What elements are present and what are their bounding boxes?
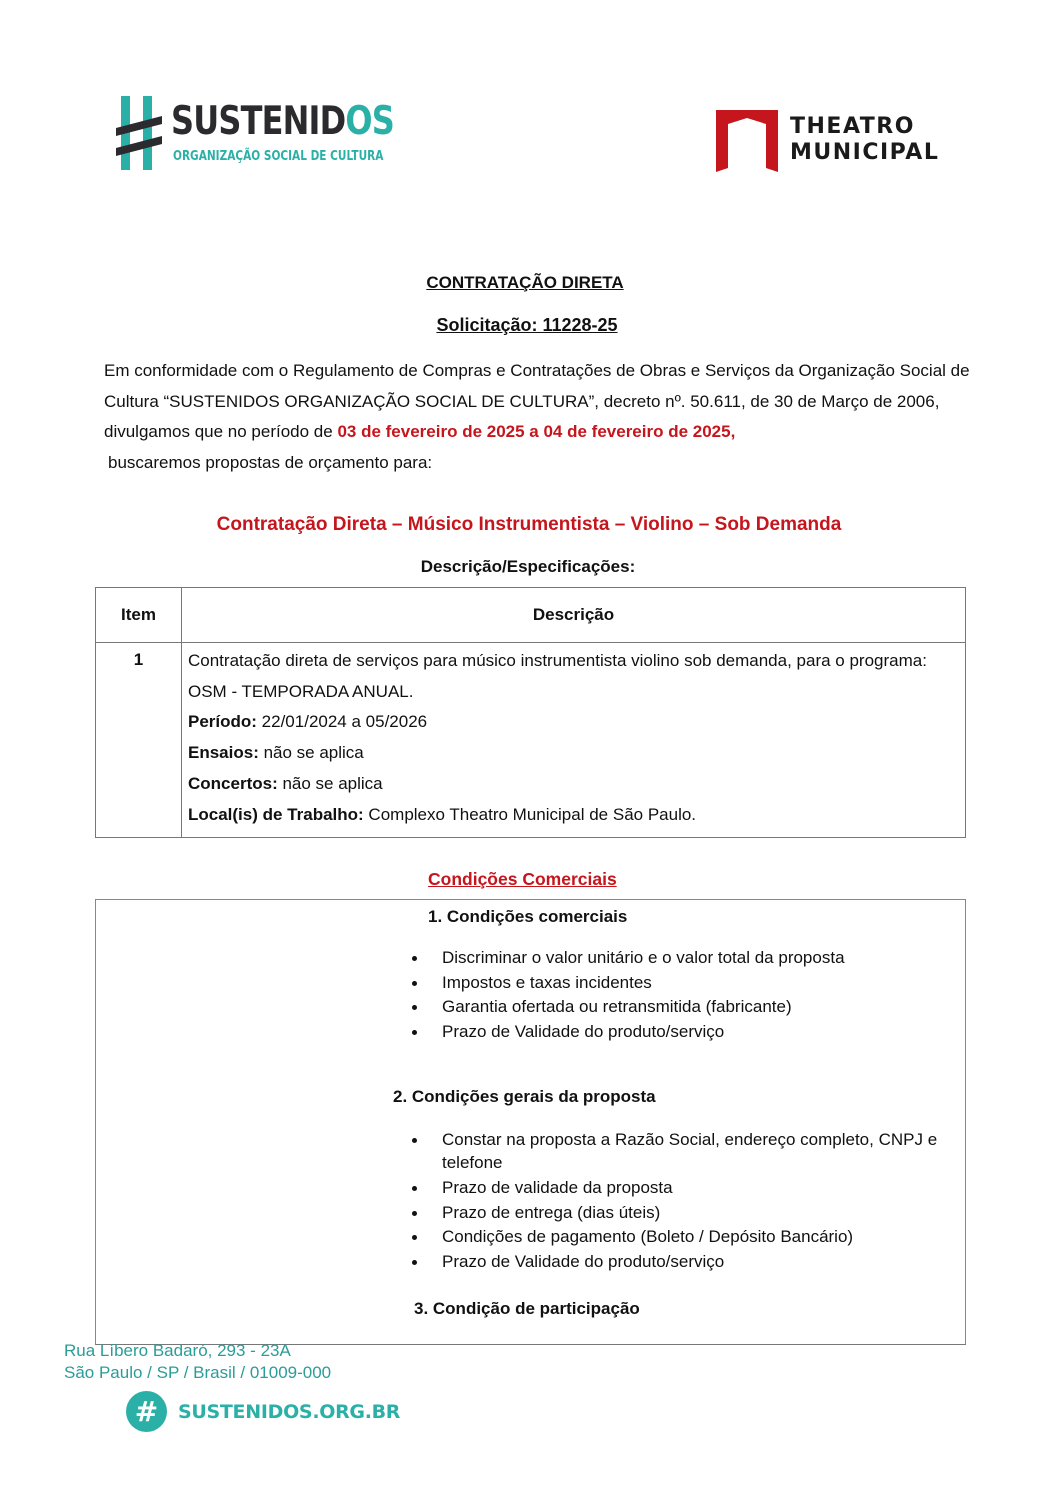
field-value: não se aplica: [258, 743, 364, 763]
wordmark-dark: SUSTENID: [171, 99, 346, 144]
bullet-icon: [412, 1005, 417, 1010]
intro-period-highlight: 03 de fevereiro de 2025 a 04 de fevereiro de 2025,: [337, 422, 736, 441]
bullet-icon: [412, 1138, 417, 1143]
bullet-icon: [412, 1260, 417, 1265]
list-item: [96, 1020, 845, 1045]
wordmark-teal: OS: [345, 99, 394, 144]
general-conditions-list: [96, 1128, 964, 1274]
intro-text: Em conformidade com o Regulamento de Compras e Contratações de Obras e Serviços da Organização Social de Cultura “SUSTENIDOS ORGANIZAÇÃO SOCIAL DE CULTURA”, decreto nº. 50.611, de 30 de Março de 2006, divulgamos que no período de: [104, 361, 970, 441]
theatro-municipal-logo: [716, 108, 956, 174]
conditions-section-heading: 3. Condição de participação: [414, 1299, 640, 1318]
commercial-conditions-heading: Condições Comerciais: [428, 869, 617, 889]
theatro-line1: THEATRO: [790, 114, 915, 139]
bullet-icon: [412, 956, 417, 961]
website-link[interactable]: SUSTENIDOS.ORG.BR: [178, 1401, 401, 1423]
theatro-line2: MUNICIPAL: [790, 140, 940, 165]
list-item-text: Prazo de Validade do produto/serviço: [442, 1251, 725, 1271]
conditions-box: [95, 899, 966, 1345]
bullet-icon: [412, 981, 417, 986]
list-item-text: Prazo de Validade do produto/serviço: [442, 1021, 725, 1041]
sustenidos-logo: [116, 94, 394, 172]
field-label: Concertos:: [188, 773, 278, 793]
conditions-section-heading: 1. Condições comerciais: [428, 907, 628, 926]
field-value: 22/01/2024 a 05/2026: [256, 712, 428, 732]
list-item-text: Prazo de validade da proposta: [442, 1178, 673, 1197]
field-concertos: [188, 769, 963, 800]
list-item-text: Impostos e taxas incidentes: [442, 972, 652, 992]
conditions-section-heading: 2. Condições gerais da proposta: [393, 1087, 656, 1106]
request-number: Solicitação: 11228-25: [436, 315, 618, 335]
bullet-icon: [412, 1211, 417, 1216]
list-item-text: Discriminar o valor unitário e o valor total da proposta: [442, 948, 845, 967]
list-item-text: Garantia ofertada ou retransmitida (fabricante): [442, 997, 792, 1017]
list-item: [96, 1201, 964, 1226]
bullet-icon: [412, 1186, 417, 1191]
field-value: Complexo Theatro Municipal de São Paulo.: [363, 804, 697, 824]
column-header-item: Item: [121, 605, 156, 624]
theatro-wordmark: [790, 114, 939, 166]
list-item: [96, 1128, 964, 1176]
list-item: [96, 971, 845, 996]
document-title: CONTRATAÇÃO DIRETA: [426, 273, 624, 292]
theatro-arch-icon: [716, 110, 778, 172]
bullet-icon: [412, 1235, 417, 1240]
sustenidos-tagline: ORGANIZAÇÃO SOCIAL DE CULTURA: [173, 148, 384, 164]
spec-heading: Descrição/Especificações:: [420, 557, 636, 576]
list-item: [96, 1225, 964, 1250]
table-cell-item: 1: [133, 650, 144, 669]
field-label: Local(is) de Trabalho:: [188, 804, 364, 824]
table-cell-description: [188, 646, 963, 830]
table-divider: [96, 642, 965, 643]
list-item-text: Condições de pagamento (Boleto / Depósito Bancário): [442, 1227, 854, 1247]
sustenidos-hash-icon: [116, 96, 162, 170]
list-item: [96, 946, 845, 971]
address-line: Rua Líbero Badaró, 293 - 23A: [64, 1341, 291, 1360]
bullet-icon: [412, 1030, 417, 1035]
list-item-text: Prazo de entrega (dias úteis): [442, 1202, 661, 1222]
commercial-conditions-list: [96, 946, 845, 1044]
field-local-trabalho: [188, 800, 963, 831]
field-label: Período:: [188, 712, 257, 732]
column-header-description: Descrição: [532, 605, 615, 624]
footer-address: [64, 1340, 331, 1384]
field-label: Ensaios:: [188, 743, 259, 763]
description-text: Contratação direta de serviços para músico instrumentista violino sob demanda, para o programa: OSM - TEMPORADA ANUAL.: [188, 651, 927, 701]
field-value: não se aplica: [277, 773, 383, 793]
hash-icon: #: [134, 1395, 159, 1428]
list-item: [96, 1176, 964, 1201]
sustenidos-wordmark: [171, 100, 394, 144]
list-item: [96, 995, 845, 1020]
intro-text-end: buscaremos propostas de orçamento para:: [108, 452, 433, 472]
field-periodo: [188, 707, 963, 738]
intro-paragraph: [104, 356, 974, 478]
list-item: [96, 1250, 964, 1275]
address-line: São Paulo / SP / Brasil / 01009-000: [64, 1363, 332, 1382]
service-heading: Contratação Direta – Músico Instrumentista – Violino – Sob Demanda: [216, 514, 842, 535]
field-ensaios: [188, 738, 963, 769]
table-divider: [181, 588, 182, 837]
list-item-text: Constar na proposta a Razão Social, endereço completo, CNPJ e telefone: [442, 1130, 938, 1172]
spec-table: [95, 587, 966, 838]
